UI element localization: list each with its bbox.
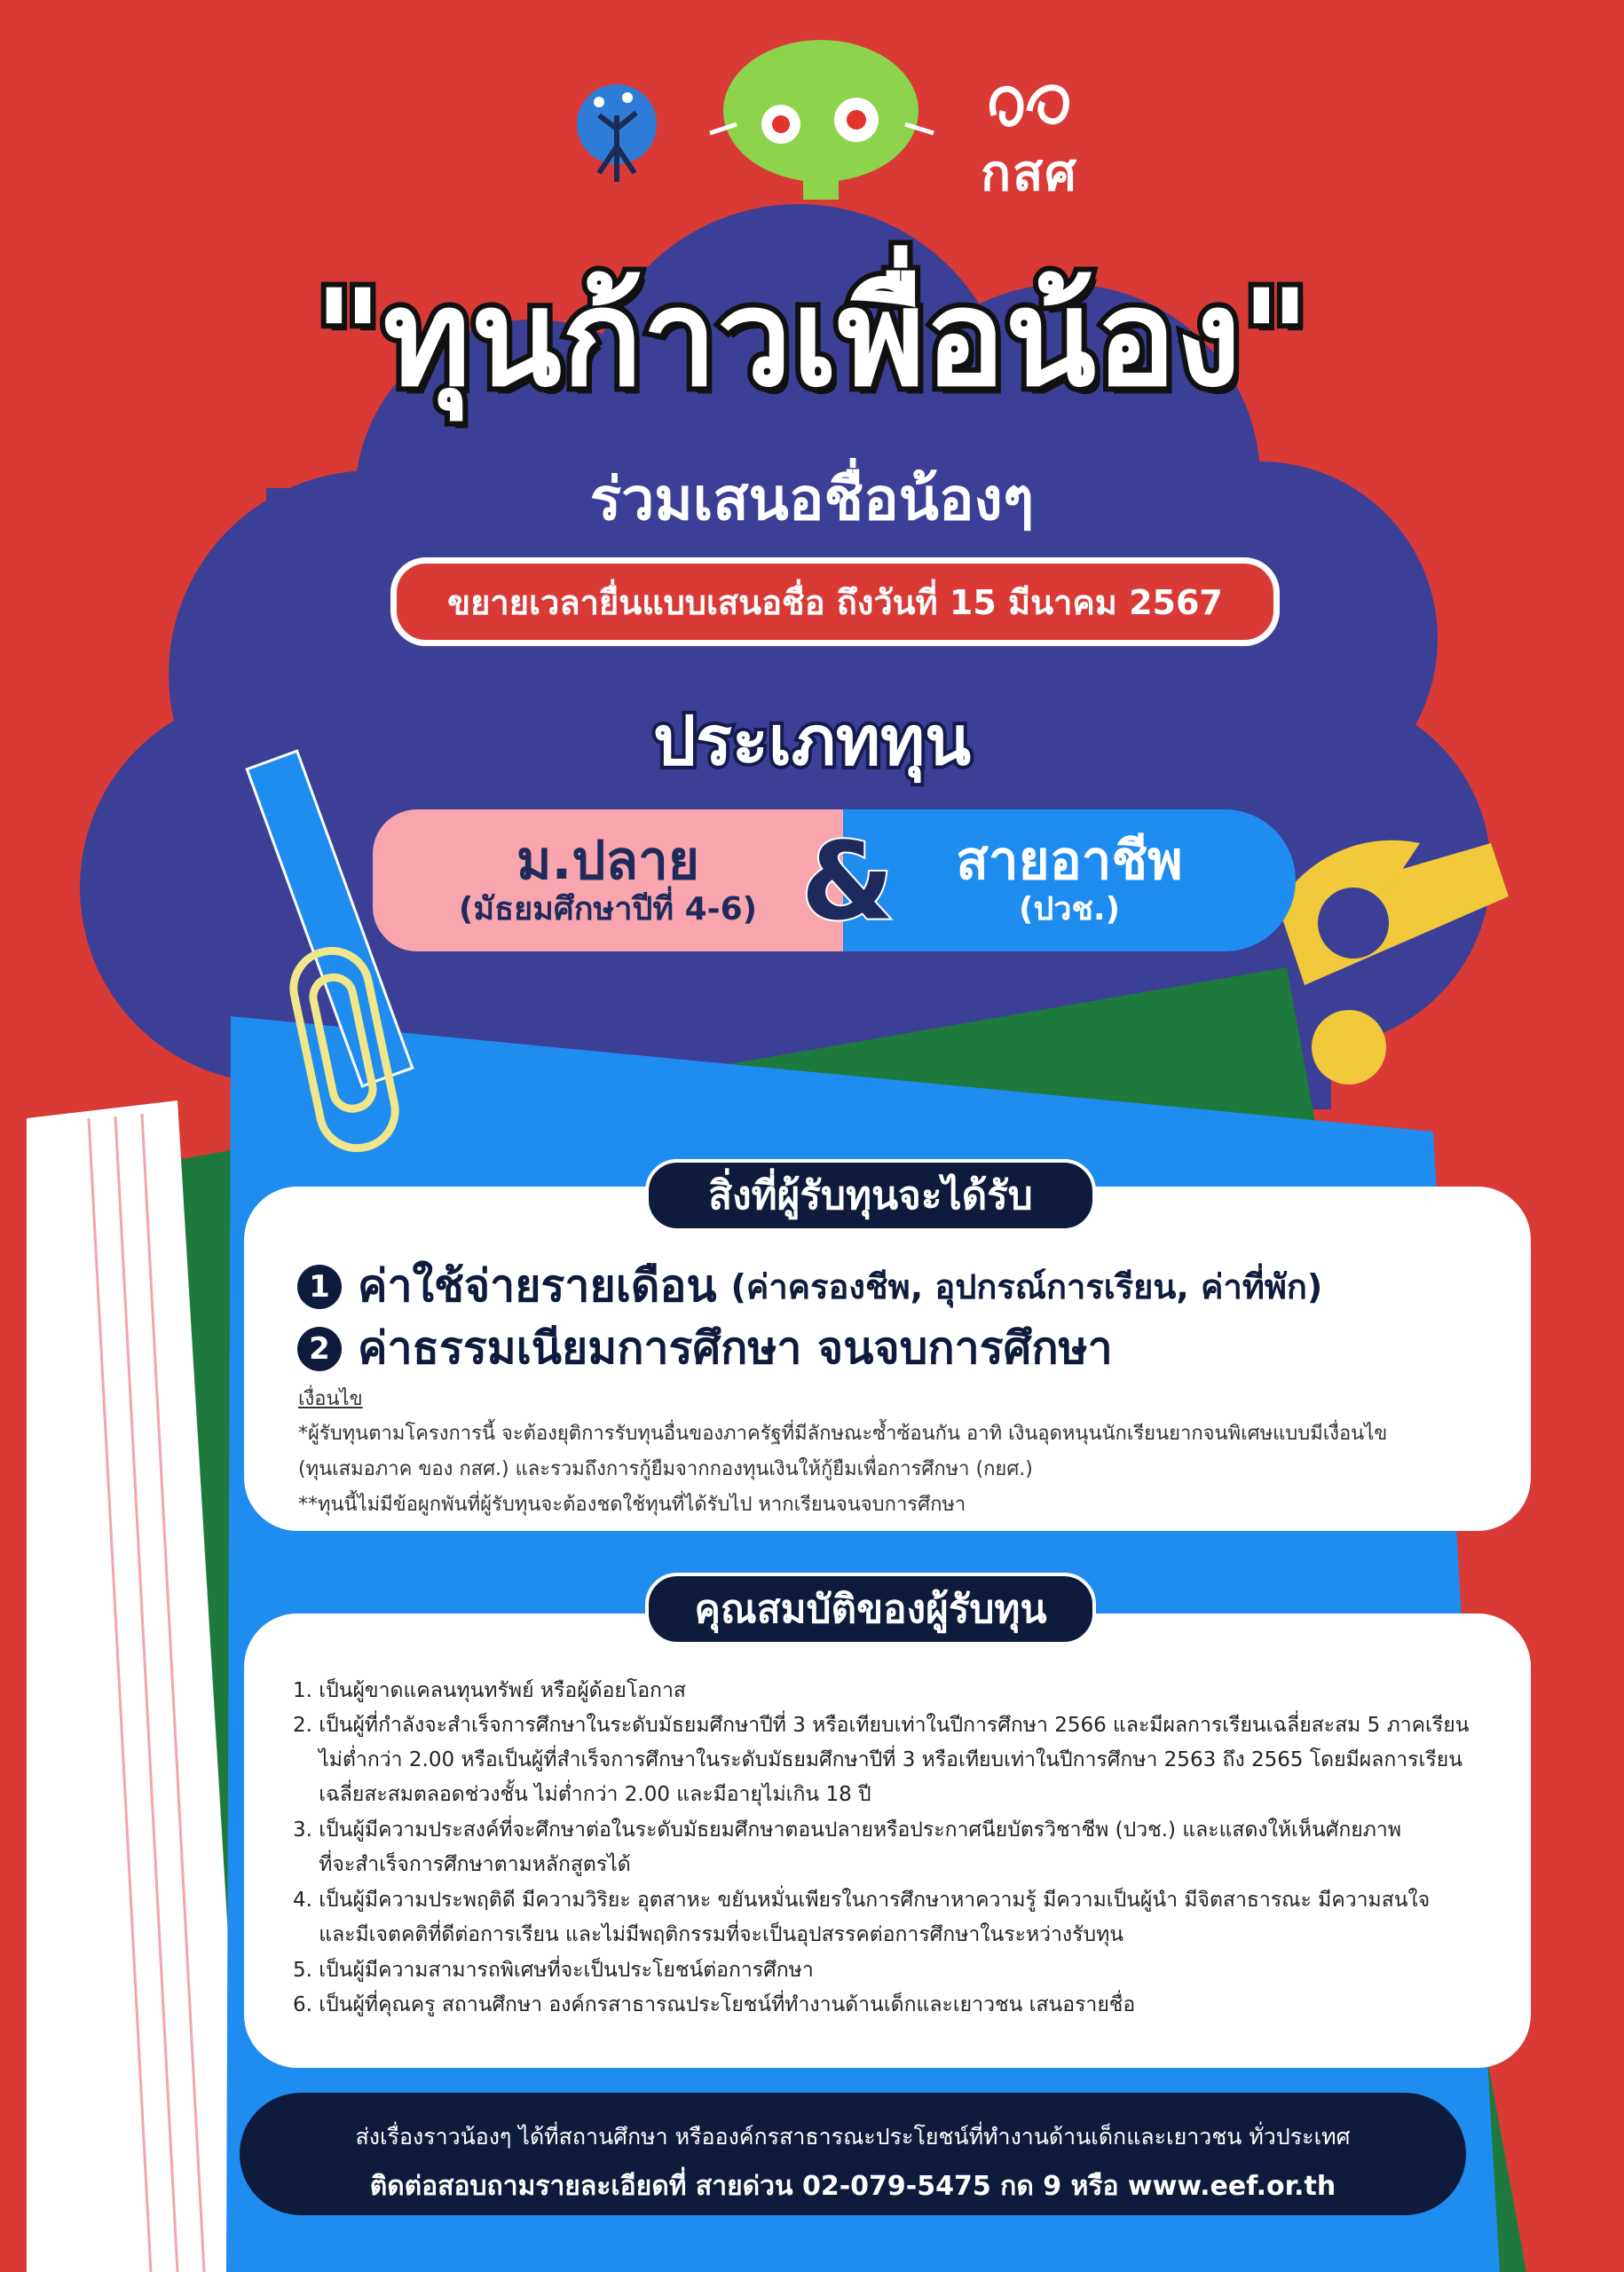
type-vocational bbox=[843, 809, 1296, 951]
benefit-item-2 bbox=[297, 1314, 1113, 1384]
qualification-line: 6. เป็นผู้ที่คุณครู สถานศึกษา องค์กรสาธารณประโยชน์ที่ทำงานด้านเด็กและเยาวชน เสนอรายชื่อ bbox=[293, 1993, 1136, 2016]
eef-logo-icon bbox=[981, 75, 1078, 138]
condition-line: *ผู้รับทุนตามโครงการนี้ จะต้องยุติการรับทุนอื่นของภาครัฐที่มีลักษณะซ้ำซ้อนกัน อาทิ เงินอุดหนุนนักเรียนยากจนพิเศษแบบมีเงื่อนไข bbox=[298, 1423, 1388, 1445]
deadline-badge: ขยายเวลายื่นแบบเสนอชื่อ ถึงวันที่ 15 มีนาคม 2567 bbox=[390, 557, 1280, 646]
page-title: "ทุนก้าวเพื่อน้อง" bbox=[313, 262, 1311, 416]
conditions-label: เงื่อนไข bbox=[298, 1388, 363, 1410]
benefit-1-text: ค่าใช้จ่ายรายเดือน bbox=[358, 1260, 717, 1312]
number-2-icon: 2 bbox=[297, 1327, 342, 1371]
benefits-heading: สิ่งที่ผู้รับทุนจะได้รับ bbox=[645, 1159, 1096, 1232]
benefit-item-1 bbox=[297, 1251, 1322, 1321]
type-upper-secondary-label: ม.ปลาย bbox=[516, 830, 700, 893]
scholarship-type-heading: ประเภททุน bbox=[652, 701, 972, 780]
eef-logo-text: กสศ bbox=[981, 145, 1078, 202]
qualifications-heading: คุณสมบัติของผู้รับทุน bbox=[645, 1573, 1096, 1645]
benefit-1-note: (ค่าครองชีพ, อุปกรณ์การเรียน, ค่าที่พัก) bbox=[730, 1267, 1323, 1306]
qualification-line: 2. เป็นผู้ที่กำลังจะสำเร็จการศึกษาในระดับมัธยมศึกษาปีที่ 3 หรือเทียบเท่าในปีการศึกษา 2566 และมีผลการเรียนเฉลี่ยสะสม 5 ภาคเรียน bbox=[293, 1714, 1470, 1737]
benefit-2-text: ค่าธรรมเนียมการศึกษา จนจบการศึกษา bbox=[358, 1322, 1113, 1374]
qualification-line: ที่จะสำเร็จการศึกษาตามหลักสูตรได้ bbox=[293, 1853, 631, 1876]
contact-bar bbox=[240, 2093, 1466, 2215]
qualification-line: และมีเจตคติที่ดีต่อการเรียน และไม่มีพฤติกรรมที่จะเป็นอุปสรรคต่อการศึกษาในระหว่างรับทุน bbox=[293, 1923, 1124, 1946]
type-upper-secondary bbox=[373, 809, 843, 951]
tree-mascot-icon bbox=[701, 27, 941, 204]
qualification-line: เฉลี่ยสะสมตลอดช่วงชั้น ไม่ต่ำกว่า 2.00 และมีอายุไม่เกิน 18 ปี bbox=[293, 1783, 871, 1806]
foundation-logo-icon bbox=[572, 84, 661, 186]
condition-line: **ทุนนี้ไม่มีข้อผูกพันที่ผู้รับทุนจะต้องชดใช้ทุนที่ได้รับไป หากเรียนจนจบการศึกษา bbox=[298, 1494, 966, 1516]
type-upper-secondary-sub: (มัธยมศึกษาปีที่ 4-6) bbox=[458, 891, 758, 928]
condition-line: (ทุนเสมอภาค ของ กสศ.) และรวมถึงการกู้ยืมจากกองทุนเงินให้กู้ยืมเพื่อการศึกษา (กยศ.) bbox=[298, 1458, 1033, 1480]
qualification-line: ไม่ต่ำกว่า 2.00 หรือเป็นผู้ที่สำเร็จการศึกษาในระดับมัธยมศึกษาปีที่ 3 หรือเทียบเท่าในปีการศึกษา 2563 ถึง 2565 โดยมีผลการเรียน bbox=[293, 1748, 1462, 1771]
contact-line-1: ส่งเรื่องราวน้องๆ ได้ที่สถานศึกษา หรือองค์กรสาธารณะประโยชน์ที่ทำงานด้านเด็กและเยาวชน ทั่วประเทศ bbox=[355, 2124, 1351, 2150]
qualification-line: 1. เป็นผู้ขาดแคลนทุนทรัพย์ หรือผู้ด้อยโอกาส bbox=[293, 1679, 686, 1702]
qualification-line: 5. เป็นผู้มีความสามารถพิเศษที่จะเป็นประโยชน์ต่อการศึกษา bbox=[293, 1959, 814, 1982]
page-subtitle: ร่วมเสนอชื่อน้องๆ bbox=[589, 465, 1035, 533]
number-1-icon: 1 bbox=[297, 1265, 342, 1309]
qualification-line: 3. เป็นผู้มีความประสงค์ที่จะศึกษาต่อในระดับมัธยมศึกษาตอนปลายหรือประกาศนียบัตรวิชาชีพ (ปวช.) และแสดงให้เห็นศักยภาพ bbox=[293, 1818, 1402, 1842]
qualification-line: 4. เป็นผู้มีความประพฤติดี มีความวิริยะ อุตสาหะ ขยันหมั่นเพียรในการศึกษาหาความรู้ มีความเป็นผู้นำ มีจิตสาธารณะ มีความสนใจ bbox=[293, 1889, 1431, 1912]
type-vocational-label: สายอาชีพ bbox=[956, 830, 1183, 893]
contact-line-2[interactable]: ติดต่อสอบถามรายละเอียดที่ สายด่วน 02-079-5475 กด 9 หรือ www.eef.or.th bbox=[369, 2171, 1336, 2202]
type-vocational-sub: (ปวช.) bbox=[1018, 891, 1121, 928]
ampersand: & bbox=[800, 821, 895, 944]
